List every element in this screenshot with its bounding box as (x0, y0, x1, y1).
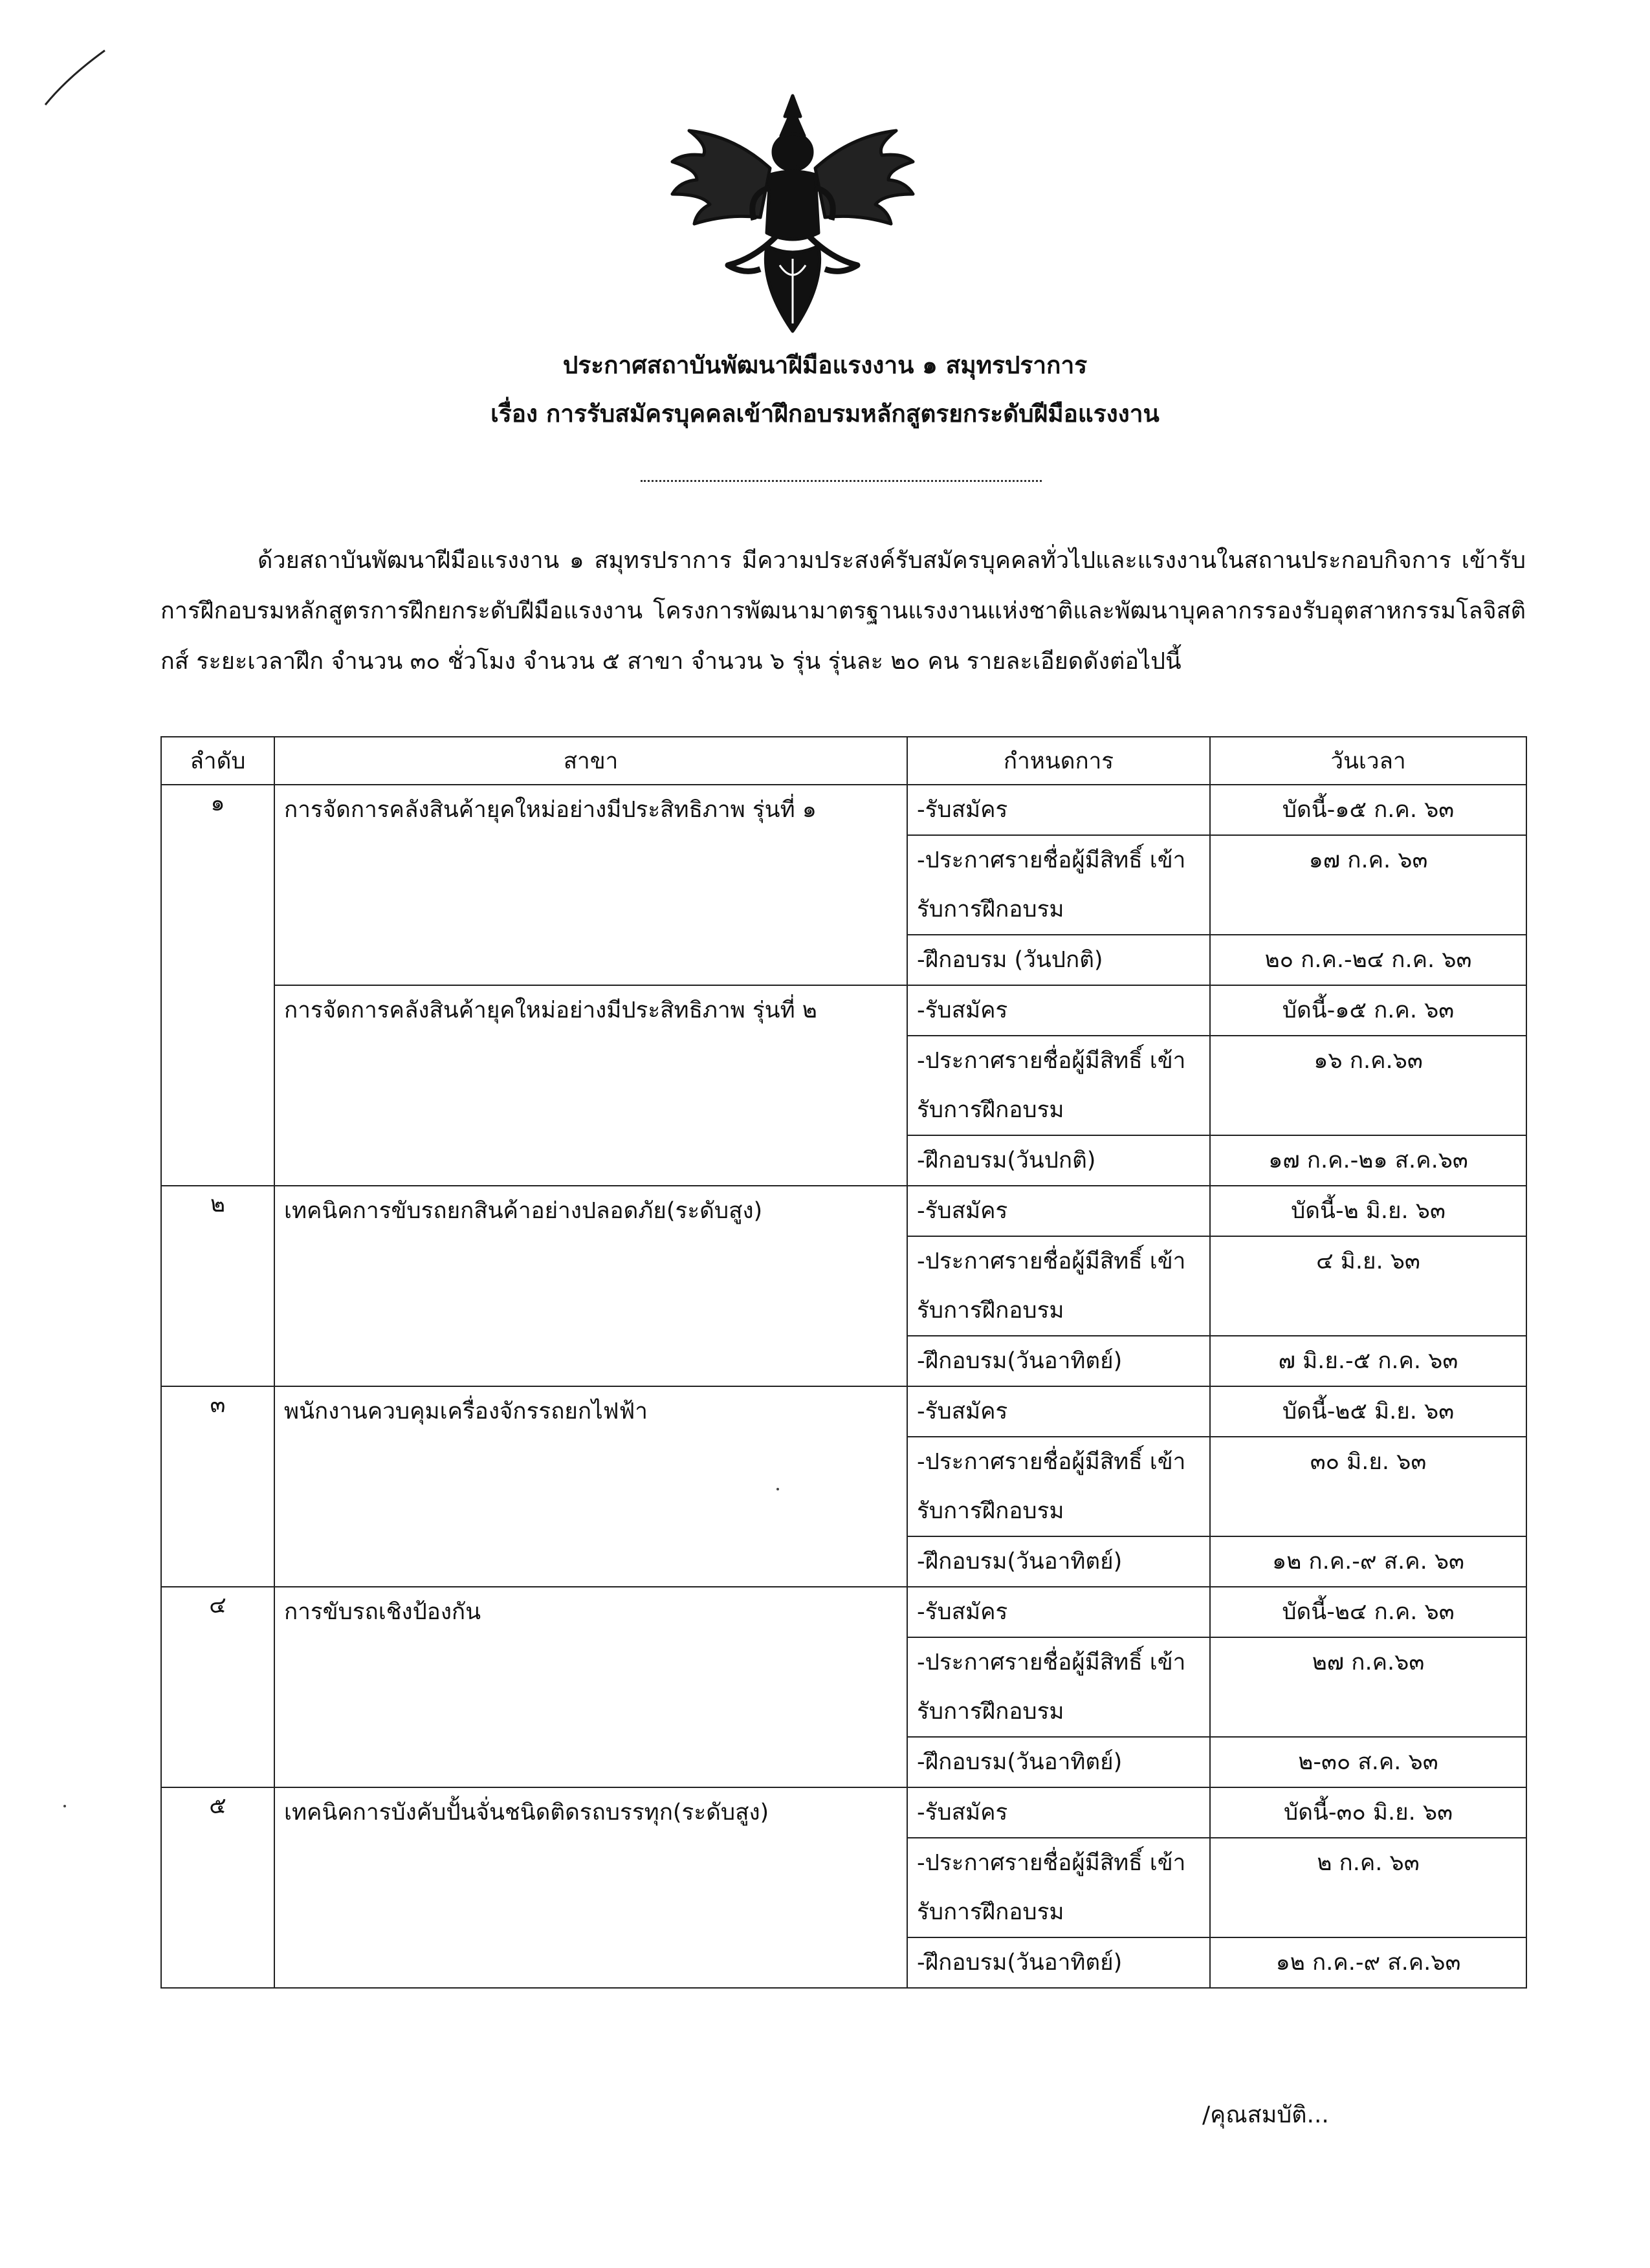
header-order: ลำดับ (161, 737, 274, 785)
date-cell: ๗ มิ.ย.-๕ ก.ค. ๖๓ (1210, 1336, 1526, 1386)
date-cell: บัดนี้-๒ มิ.ย. ๖๓ (1210, 1186, 1526, 1236)
date-cell: ๒-๓๐ ส.ค. ๖๓ (1210, 1737, 1526, 1787)
page-continuation: /คุณสมบัติ... (1202, 2102, 1329, 2128)
activity-cell: -รับสมัคร (907, 1787, 1210, 1838)
table-row (161, 985, 1526, 1036)
date-cell: ๒ ก.ค. ๖๓ (1210, 1838, 1526, 1937)
date-cell: ๑๒ ก.ค.-๙ ส.ค. ๖๓ (1210, 1536, 1526, 1587)
subject-cell: การจัดการคลังสินค้ายุคใหม่อย่างมีประสิทธิภาพ รุ่นที่ ๑ (274, 785, 907, 985)
table-row (161, 1186, 1526, 1236)
dotted-divider (641, 480, 1042, 482)
activity-cell: -รับสมัคร (907, 785, 1210, 835)
order-number: ๓ (161, 1386, 274, 1587)
activity-cell: -ประกาศรายชื่อผู้มีสิทธิ์ เข้ารับการฝึกอบรม (907, 1838, 1210, 1937)
date-cell: ๒๐ ก.ค.-๒๔ ก.ค. ๖๓ (1210, 935, 1526, 985)
activity-cell: -รับสมัคร (907, 1587, 1210, 1637)
table-row (161, 1787, 1526, 1838)
activity-cell: -รับสมัคร (907, 985, 1210, 1036)
header-date: วันเวลา (1210, 737, 1526, 785)
date-cell: บัดนี้-๑๕ ก.ค. ๖๓ (1210, 785, 1526, 835)
activity-cell: -ฝึกอบรม (วันปกติ) (907, 935, 1210, 985)
subject-cell: การจัดการคลังสินค้ายุคใหม่อย่างมีประสิทธิภาพ รุ่นที่ ๒ (274, 985, 907, 1186)
activity-cell: -ฝึกอบรม(วันอาทิตย์) (907, 1336, 1210, 1386)
subject-cell: เทคนิคการบังคับปั้นจั่นชนิดติดรถบรรทุก(ระดับสูง) (274, 1787, 907, 1988)
activity-cell: -ฝึกอบรม(วันอาทิตย์) (907, 1937, 1210, 1988)
date-cell: ๑๒ ก.ค.-๙ ส.ค.๖๓ (1210, 1937, 1526, 1988)
date-cell: บัดนี้-๒๔ ก.ค. ๖๓ (1210, 1587, 1526, 1637)
activity-cell: -รับสมัคร (907, 1386, 1210, 1437)
header-schedule: กำหนดการ (907, 737, 1210, 785)
activity-cell: -ประกาศรายชื่อผู้มีสิทธิ์ เข้ารับการฝึกอบรม (907, 1036, 1210, 1135)
order-number: ๑ (161, 785, 274, 1186)
order-number: ๒ (161, 1186, 274, 1386)
activity-cell: -ฝึกอบรม(วันปกติ) (907, 1135, 1210, 1186)
schedule-table (160, 736, 1527, 1989)
date-cell: ๔ มิ.ย. ๖๓ (1210, 1236, 1526, 1336)
activity-cell: -ประกาศรายชื่อผู้มีสิทธิ์ เข้ารับการฝึกอบรม (907, 1637, 1210, 1737)
order-number: ๔ (161, 1587, 274, 1787)
date-cell: บัดนี้-๑๕ ก.ค. ๖๓ (1210, 985, 1526, 1036)
table-row (161, 1587, 1526, 1637)
activity-cell: -ประกาศรายชื่อผู้มีสิทธิ์ เข้ารับการฝึกอบรม (907, 1437, 1210, 1536)
date-cell: ๓๐ มิ.ย. ๖๓ (1210, 1437, 1526, 1536)
date-cell: ๑๗ ก.ค. ๖๓ (1210, 835, 1526, 935)
activity-cell: -ฝึกอบรม(วันอาทิตย์) (907, 1536, 1210, 1587)
table-row (161, 785, 1526, 835)
announcement-subject: เรื่อง การรับสมัครบุคคลเข้าฝึกอบรมหลักสูตรยกระดับฝีมือแรงงาน (490, 400, 1160, 428)
pen-mark (41, 45, 113, 110)
date-cell: ๒๗ ก.ค.๖๓ (1210, 1637, 1526, 1737)
scan-speck (776, 1488, 779, 1490)
subject-cell: การขับรถเชิงป้องกัน (274, 1587, 907, 1787)
subject-cell: พนักงานควบคุมเครื่องจักรรถยกไฟฟ้า (274, 1386, 907, 1587)
date-cell: ๑๖ ก.ค.๖๓ (1210, 1036, 1526, 1135)
intro-paragraph: ด้วยสถาบันพัฒนาฝีมือแรงงาน ๑ สมุทรปราการ มีความประสงค์รับสมัครบุคคลทั่วไปและแรงงานในสถานประกอบกิจการ เข้ารับการฝึกอบรมหลักสูตรการฝึกยกระดับฝีมือแรงงาน โครงการพัฒนามาตรฐานแรงงานแห่งชาติและพัฒนาบุคลากรรองรับอุตสาหกรรมโลจิสติกส์ ระยะเวลาฝึก จำนวน ๓๐ ชั่วโมง จำนวน ๕ สาขา จำนวน ๖ รุ่น รุ่นละ ๒๐ คน รายละเอียดดังต่อไปนี้ (160, 547, 1526, 675)
order-number: ๕ (161, 1787, 274, 1988)
subject-cell: เทคนิคการขับรถยกสินค้าอย่างปลอดภัย(ระดับสูง) (274, 1186, 907, 1386)
activity-cell: -ฝึกอบรม(วันอาทิตย์) (907, 1737, 1210, 1787)
date-cell: บัดนี้-๓๐ มิ.ย. ๖๓ (1210, 1787, 1526, 1838)
date-cell: บัดนี้-๒๕ มิ.ย. ๖๓ (1210, 1386, 1526, 1437)
date-cell: ๑๗ ก.ค.-๒๑ ส.ค.๖๓ (1210, 1135, 1526, 1186)
table-header-row (161, 737, 1526, 785)
header-subject: สาขา (274, 737, 907, 785)
announcement-title: ประกาศสถาบันพัฒนาฝีมือแรงงาน ๑ สมุทรปราการ (562, 351, 1088, 379)
garuda-emblem-icon (663, 91, 922, 336)
scan-speck (63, 1805, 66, 1807)
activity-cell: -รับสมัคร (907, 1186, 1210, 1236)
table-row (161, 1386, 1526, 1437)
activity-cell: -ประกาศรายชื่อผู้มีสิทธิ์ เข้ารับการฝึกอบรม (907, 1236, 1210, 1336)
activity-cell: -ประกาศรายชื่อผู้มีสิทธิ์ เข้ารับการฝึกอบรม (907, 835, 1210, 935)
